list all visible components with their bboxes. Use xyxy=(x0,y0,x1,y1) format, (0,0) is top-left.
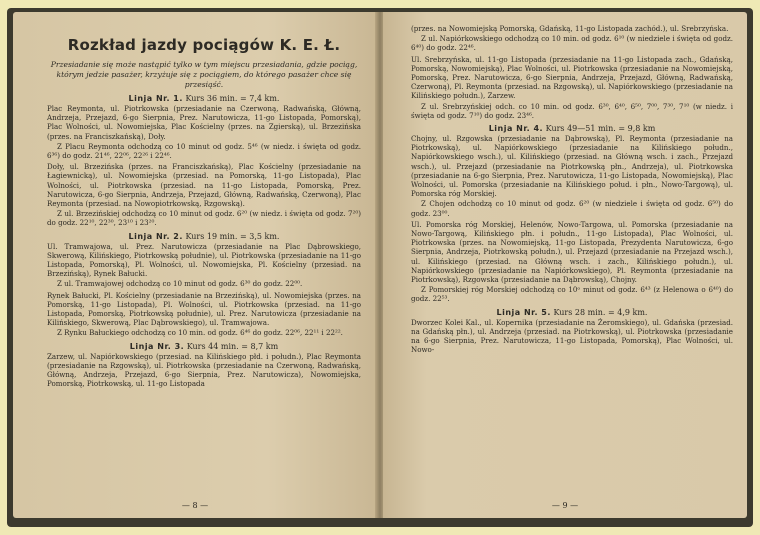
page-number-right: — 9 — xyxy=(551,501,579,510)
line-2-route-a: Ul. Tramwajowa, ul. Prez. Narutowicza (przesiadanie na Plac Dąbrowskiego, Skwerową, Kilińskiego, Piotrkowską południe), ul. Piotrkowska (przesiadanie na 11-go Listopada, Pomorską), Pl. Wolności, ul. Nowomiejska, Pl. Kościelny (przesiad. na Brzezińską), Rynek Bałucki. xyxy=(47,241,361,279)
line-2-header xyxy=(47,232,361,241)
line-2-note-b: Z Rynku Bałuckiego odchodzą co 10 min. od godz. 6⁴⁶ do godz. 22⁰⁶, 22¹¹ i 22²². xyxy=(57,328,343,338)
line-2-note-a: Z ul. Tramwajowej odchodzą co 10 minut od godz. 6³⁰ do godz. 22⁰⁰. xyxy=(57,279,303,289)
line-4-note-b: Z Pomorskiej róg Morskiej odchodzą co 10ᵒ minut od godz. 6⁴³ (z Helenowa o 6⁴⁰) do godz. 22⁵³. xyxy=(411,285,733,304)
line-4-header xyxy=(411,124,733,133)
line-3-note-b: Z ul. Srebrzyńskiej odch. co 10 min. od godz. 6³⁰, 6⁴⁰, 6⁵⁰, 7⁰⁰, 7³⁰, 7¹⁰ (w niedz. i święta od godz. 7¹⁰) do godz. 23⁴⁶. xyxy=(411,101,733,120)
line-4-meta: Kurs 49—51 min. = 9,8 km xyxy=(545,124,656,134)
line-4-note-a: Z Chojen odchodzą co 10 minut od godz. 6²⁰ (w niedziele i święta od godz. 6⁵⁰) do godz. 23⁰⁰. xyxy=(411,199,733,218)
line-3-header xyxy=(47,342,361,351)
line-1-meta: Kurs 36 min. = 7,4 km. xyxy=(185,94,280,103)
page-number-left: — 8 — xyxy=(181,501,209,510)
line-3-note-a: Z ul. Napiórkowskiego odchodzą co 10 min. od godz. 6¹⁰ (w niedziele i święta od godz. 6⁴⁰) do godz. 22⁴⁶. xyxy=(411,34,733,53)
intro-text: Przesiadanie się może nastąpić tylko w tym miejscu przesiadania, gdzie pociąg, którym jedzie pasażer, krzyżuje się z pociągiem, do którego pasażer chce się przesiąść. xyxy=(50,60,358,89)
line-1-route-a: Plac Reymonta, ul. Piotrkowska (przesiadanie na Czerwoną, Radwańską, Główną, Andrzeja, Przejazd, 6-go Sierpnia, Prez. Narutowicza, 11-go Listopada, Pomorską), Plac Wolności, ul. Nowomiejska, Plac Kościelny (przes. na Zgierską), ul. Brzezińska (przes. na Franciszkańską), Doły. xyxy=(47,104,361,141)
line-2-name: Linja Nr. 2. xyxy=(128,231,183,241)
line-5-meta: Kurs 28 min. = 4,9 km. xyxy=(553,307,648,317)
line-3-meta: Kurs 44 min. = 8,7 km xyxy=(186,341,279,351)
line-2-meta: Kurs 19 min. = 3,5 km. xyxy=(185,231,280,241)
line-4-name: Linja Nr. 4. xyxy=(488,124,544,134)
line-5-name: Linja Nr. 5. xyxy=(496,307,551,317)
line-4-route-b: Ul. Pomorska róg Morskiej, Helenów, Nowo-Targowa, ul. Pomorska (przesiadanie na Nowo-Targową, Kilińskiego płn. i połudn., 11-go Listopada), Plac Wolności, ul. Piotrkowska (przes. na Nowomiejską, 11-go Listopada, Prezydenta Narutowicza, 6-go Sierpnia, Andrzeja, Piotrkowską połudn.), ul. Przejazd (przesiadanie na Przejazd wsch.), ul. Kilińskiego (przesiad. na Główną wsch. i zach., Kilińskiego połudn.), ul. Napiórkowskiego (przesiadanie na Napiórkowskiego), Pl. Reymonta (przesiadanie na Piotrkowską), Rzgowska (przesiadanie na Dąbrowską), Chojny. xyxy=(411,219,733,285)
line-3-continuation: (przes. na Nowomiejską Pomorską, Gdańską, 11-go Listopada zachód.), ul. Srebrzyńska. xyxy=(411,24,729,33)
line-5-route-a: Dworzec Kolei Kal., ul. Kopernika (przesiadanie na Żeromskiego), ul. Gdańska (przesiad. na Gdańską płn.), ul. Andrzeja (przesiad. na Piotrkowską), ul. Piotrkowska (przesiadanie na 6-go Sierpnia, Prez. Narutowicza, 11-go Listopada, Pomorską), Plac Wolności, ul. Nowo- xyxy=(411,317,733,355)
line-1-header xyxy=(47,94,361,103)
line-3-name: Linja Nr. 3. xyxy=(129,341,185,351)
line-2-route-b: Rynek Bałucki, Pl. Kościelny (przesiadanie na Brzezińską), ul. Nowomiejska (przes. na Pomorską, 11-go Listopada), Pl. Wolności, ul. Piotrkowska (przesiad. na 11-go Listopada, Pomorską, Piotrkowską południe), ul. Prez. Narutowicza (przesiadanie na Kilińskiego, Skwerową, Plac Dąbrowskiego), ul. Tramwajowa. xyxy=(47,290,361,328)
line-3-route-a: Zarzew, ul. Napiórkowskiego (przesiad. na Kilińskiego płd. i połudn.), Plac Reymonta (przesiadanie na Rzgowską), ul. Piotrkowska (przesiadanie na Czerwoną, Radwańską, Główną, Andrzeja, Przejazd, 6-go Sierpnia, Prez. Narutowicza), Nowomiejska, Pomorską, Piotrkowską, ul. 11-go Listopada xyxy=(47,351,361,389)
line-1-note-a: Z Placu Reymonta odchodzą co 10 minut od godz. 5⁴⁶ (w niedz. i święta od godz. 6³⁶) do godz. 21⁴⁶, 22⁰⁶, 22²⁶ i 22⁴⁶. xyxy=(47,141,361,161)
page-title: Rozkład jazdy pociągów K. E. Ł. xyxy=(67,36,341,54)
line-1-route-b: Doły, ul. Brzezińska (przes. na Franciszkańską), Plac Kościelny (przesiadanie na Łagiewnicką), ul. Nowomiejska (przesiad. na Pomorską, 11-go Listopada), Plac Wolności, ul. Piotrkowska (przesiad. na 11-go Listopada, Pomorską, Prez. Narutowicza, 6-go Sierpnia, Andrzeja, Przejazd, Główną, Radwańską, Czerwoną), Plac Reymonta (przesiad. na Nowopiotrkowską, Rzgowską). xyxy=(47,162,361,209)
line-4-route-a: Chojny, ul. Rzgowska (przesiadanie na Dąbrowską), Pl. Reymonta (przesiadanie na Piotrkowską), ul. Napiórkowskiego (przesiadanie na Kilińskiego połudn., Napiórkowskiego wsch.), ul. Kilińskiego (przesiad. na Główną wsch. i zach., Przejazd wsch.), ul. Przejazd (przesiadanie na Piotrkowską płn., Andrzeja), ul. Piotrkowska (przesiadanie na 6-go Sierpnia, Prez. Narutowicza, 11-go Listopada, Nowomiejską), Plac Wolności, ul. Pomorska (przesiadanie na Kilińskiego połud. i płn., Nowo-Targową), ul. Pomorska róg Morskiej. xyxy=(411,134,733,199)
line-1-note-b: Z ul. Brzezińskiej odchodzą co 10 minut od godz. 6²⁰ (w niedz. i święta od godz. 7²⁰) do godz. 22¹⁰, 22³⁰, 23¹⁰ i 23²⁰. xyxy=(47,209,361,228)
booklet xyxy=(7,8,753,527)
line-3-route-b: Ul. Srebrzyńska, ul. 11-go Listopada (przesiadanie na 11-go Listopada zach., Gdańską, Pomorską, Nowomiejską), Plac Wolności, ul. Piotrkowska (przesiadanie na Nowomiejską, Pomorską, Prez. Narutowicza, 6-go Sierpnia, Andrzeja, Przejazd, Główną, Radwańską, Czerwoną), Pl. Reymonta (przesiad. na Rzgowską), ul. Napiórkowskiego (przesiadanie na Kilińskiego połudn.), Zarzew. xyxy=(411,54,733,101)
page-right xyxy=(383,12,747,518)
line-1-name: Linja Nr. 1. xyxy=(128,94,183,103)
page-left xyxy=(13,12,377,518)
line-5-header xyxy=(411,308,733,317)
